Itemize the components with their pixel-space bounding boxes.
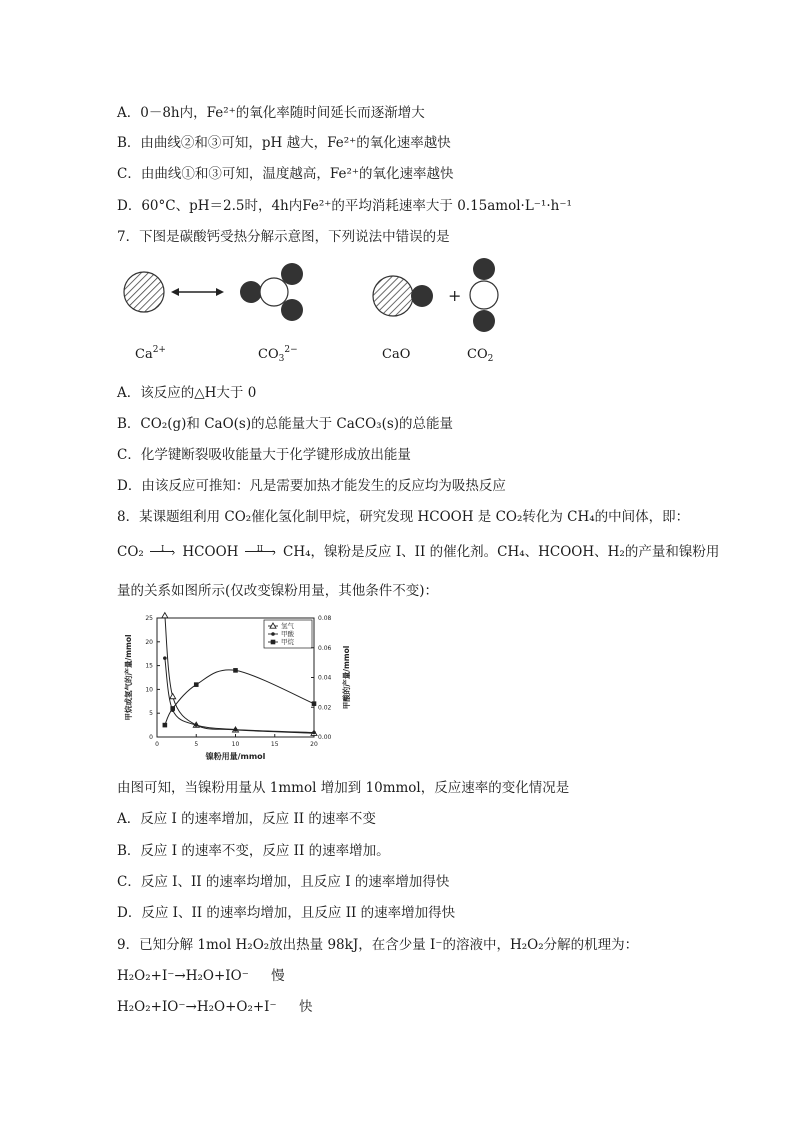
- y-right-tick-label: 0.08: [318, 615, 332, 622]
- y-left-axis-label: 甲烷或氢气的产量/mmol: [124, 634, 133, 721]
- x-tick-label: 0: [155, 741, 159, 748]
- x-tick-label: 10: [231, 741, 240, 748]
- y-left-tick-label: 5: [149, 710, 153, 718]
- legend-label-1: 甲酸: [281, 630, 294, 639]
- carbonate-oxygen-sphere: [240, 281, 262, 303]
- q9-step1: [117, 967, 285, 985]
- q8-option-c: C．反应 I、II 的速率均增加，且反应 I 的速率增加得快: [117, 874, 450, 890]
- y-right-tick-label: 0.00: [318, 734, 332, 741]
- y-left-tick-label: 25: [145, 615, 153, 622]
- y-right-tick-label: 0.06: [318, 644, 332, 652]
- plus-sign: +: [448, 286, 462, 305]
- y-left-tick-label: 10: [145, 686, 153, 694]
- q9-step2-rate: 快: [298, 999, 313, 1015]
- q8-question: 由图可知，当镍粉用量从 1mmol 增加到 10mmol，反应速率的变化情况是: [117, 780, 570, 796]
- q8-option-a: A．反应 I 的速率增加，反应 II 的速率不变: [117, 811, 376, 827]
- q9-step2-equation: H₂O₂+IO⁻→H₂O+O₂+I⁻: [117, 999, 277, 1015]
- series-point-2: [233, 668, 238, 673]
- q9-step1-equation: H₂O₂+I⁻→H₂O+IO⁻: [117, 968, 249, 984]
- eq-ch4: CH₄: [283, 544, 311, 560]
- calcium-carbonate-diagram: [117, 254, 517, 372]
- q8-option-b: B．反应 I 的速率不变，反应 II 的速率增加。: [117, 843, 390, 859]
- carbonate-ion-label: $CO_3^{2-}$: [258, 345, 298, 364]
- series-point-0: [170, 694, 176, 699]
- eq-hcooh: HCOOH: [182, 544, 239, 560]
- series-point-1: [234, 728, 238, 732]
- q8-equation-line: [117, 543, 719, 561]
- legend-label-0: 氢气: [281, 622, 294, 631]
- q8-stem: 8．某课题组利用 CO₂催化氢化制甲烷，研究发现 HCOOH 是 CO₂转化为 CH₄的中间体，即：: [117, 509, 690, 525]
- x-tick-label: 20: [310, 741, 318, 748]
- series-point-1: [163, 656, 167, 660]
- q7-option-d: D．由该反应可推知：凡是需要加热才能发生的反应均为吸热反应: [117, 478, 506, 494]
- eq-arrow-1: I ›: [148, 543, 178, 561]
- q9-stem: 9．已知分解 1mol H₂O₂放出热量 98kJ，在含少量 I⁻的溶液中，H₂O₂分解的机理为：: [117, 937, 639, 953]
- co2-carbon-sphere: [470, 281, 498, 309]
- ca-ion-label: $Ca^{2+}$: [135, 345, 166, 362]
- y-right-tick-label: 0.04: [318, 674, 332, 682]
- q7-option-a: A．该反应的△H大于 0: [117, 385, 257, 401]
- y-left-tick-label: 15: [145, 662, 153, 670]
- eq-arrow-2: II ›: [243, 543, 279, 561]
- y-right-tick-label: 0.02: [318, 704, 332, 712]
- legend-marker-1: [271, 632, 275, 636]
- q7-option-c: C．化学键断裂吸收能量大于化学键形成放出能量: [117, 447, 411, 463]
- x-tick-label: 15: [270, 741, 279, 748]
- series-point-0: [162, 613, 168, 618]
- x-tick-label: 5: [194, 741, 199, 748]
- q6-option-c: C．由曲线①和③可知，温度越高，Fe²⁺的氧化速率越快: [117, 166, 454, 182]
- y-right-axis-label: 甲酸的产量/mmol: [342, 645, 351, 710]
- y-left-tick-label: 20: [145, 638, 153, 646]
- chart-svg: [117, 608, 367, 768]
- co2-label: $CO_2$: [467, 347, 494, 364]
- q9-step2: [117, 998, 312, 1016]
- series-line-1: [165, 658, 314, 732]
- co2-oxygen-sphere: [473, 258, 495, 280]
- eq-tail: ，镍粉是反应 I、II 的催化剂。CH₄、HCOOH、H₂的产量和镍粉用: [310, 544, 720, 560]
- series-line-2: [165, 670, 314, 725]
- series-point-2: [163, 723, 168, 728]
- q7-stem: 7．下图是碳酸钙受热分解示意图，下列说法中错误的是: [117, 229, 450, 245]
- series-point-2: [194, 682, 199, 687]
- calcium-oxide-ca-sphere: [373, 276, 413, 316]
- q7-option-b: B．CO₂(g)和 CaO(s)的总能量大于 CaCO₃(s)的总能量: [117, 416, 454, 432]
- series-point-2: [312, 701, 317, 706]
- calcium-oxide-o-sphere: [411, 285, 433, 307]
- nickel-yield-chart: [117, 608, 367, 768]
- q6-option-d: D．60°C、pH＝2.5时，4h内Fe²⁺的平均消耗速率大于 0.15amol·L⁻¹·h⁻¹: [117, 198, 572, 214]
- cao-label: CaO: [382, 347, 411, 362]
- carbonate-carbon-sphere: [260, 278, 288, 306]
- legend-marker-2: [271, 640, 276, 645]
- series-point-1: [312, 731, 316, 735]
- eq-co2: CO₂: [117, 544, 144, 560]
- y-left-tick-label: 0: [149, 734, 153, 741]
- co2-oxygen-sphere: [473, 310, 495, 332]
- calcium-ion-sphere: [124, 272, 164, 312]
- q8-option-d: D．反应 I、II 的速率均增加，且反应 II 的速率增加得快: [117, 905, 456, 921]
- q6-option-a: A．0－8h内，Fe²⁺的氧化率随时间延长而逐渐增大: [117, 105, 425, 121]
- legend-label-2: 甲烷: [281, 638, 294, 647]
- series-point-1: [194, 723, 198, 727]
- q9-step1-rate: 慢: [271, 968, 285, 984]
- decomposition-illustration: [117, 254, 517, 372]
- series-point-2: [170, 706, 175, 711]
- q6-option-b: B．由曲线②和③可知，pH 越大，Fe²⁺的氧化速率越快: [117, 135, 451, 151]
- q8-line3: 量的关系如图所示(仅改变镍粉用量，其他条件不变)：: [117, 583, 439, 599]
- x-axis-label: 镍粉用量/mmol: [205, 752, 266, 761]
